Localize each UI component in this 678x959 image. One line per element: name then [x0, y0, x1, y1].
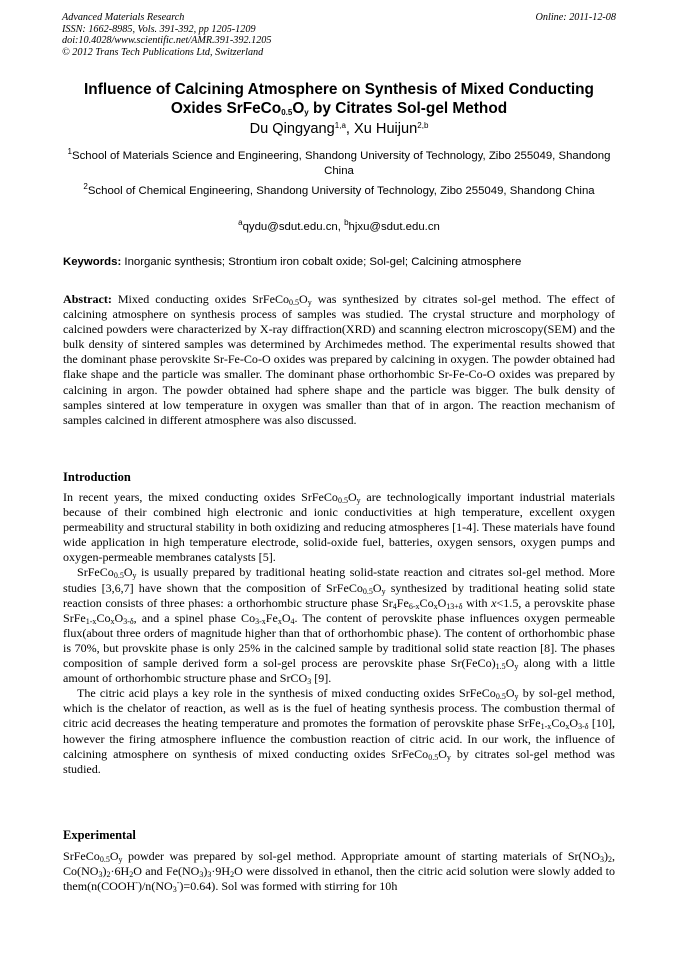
formula-sup: - [135, 878, 138, 888]
formula-sub: 3 [98, 870, 103, 880]
formula-sub: y [307, 298, 312, 307]
formula-sub: 2 [607, 855, 612, 864]
formula-sub: 6-x [408, 601, 420, 611]
formula-sub: y [356, 496, 361, 505]
formula-sub: 13+δ [446, 601, 463, 611]
text: Fe [396, 595, 409, 610]
formula-sub: 0.5 [495, 692, 506, 702]
text: O [437, 595, 447, 610]
text: by sol-gel method, which is the chelator of reaction, as well as is the fuel of heating synthesis process. The combustion thermal of citric acid decreases the heating temperature and promotes the formation of perovskite phase SrFe [63, 686, 615, 731]
experimental-body [63, 849, 615, 894]
abstract-text: was synthesized by citrates sol-gel method. The effect of calcining atmosphere on synthesis process of samples was studied. The crystal structure and morphology of calcined powders were characterized by X-ray diffraction(XRD) and scanning electron microscopy(SEM) and the bulk density of sintered samples was determined by Archimedes method. The experimental results showed that the dominant phase perovskite Sr-Fe-Co-O oxides was prepared by calcining in oxygen. The powder obtained had flake shape and the particle was smaller. The dominant phase orthorhombic Sr-Fe-Co-O oxides was prepared by calcining in argon. The powder obtained had sphere shape and the particle was bigger. The bulk density of samples sintered at low temperature in oxygen was smaller than that of in argon. The reaction mechanism of samples calcined in different atmosphere was also discussed. [63, 292, 615, 427]
author-name: Du Qingyang [249, 121, 335, 137]
formula-sub: x [277, 616, 282, 626]
email-mark: a [238, 218, 243, 227]
abstract [63, 292, 615, 428]
text: Fe [265, 610, 278, 625]
text: O [281, 610, 291, 625]
formula-sub: 3 [307, 677, 312, 687]
formula-sub: 0.5 [113, 571, 124, 581]
formula-sub: 1.5 [495, 662, 506, 672]
text: )=0.64). Sol was formed with stirring for 10h [179, 879, 398, 894]
formula-sub: 0.5 [289, 298, 300, 307]
title-text: by Citrates Sol-gel Method [308, 100, 508, 117]
affil-text: School of Materials Science and Engineering, Shandong University of Technology, Zibo 255049, Shandong China [71, 150, 611, 177]
formula-sub: 2 [106, 870, 111, 880]
text: powder was prepared by sol-gel method. Appropriate amount of starting materials of Sr(NO [122, 849, 600, 863]
text: ·9H [211, 864, 231, 879]
text: with [462, 595, 492, 610]
text: )/n(NO [137, 879, 173, 894]
formula-sub: 3-δ [578, 722, 589, 732]
formula-sub: 2 [129, 870, 134, 880]
formula-sub: 4 [290, 616, 295, 626]
email-mark: b [344, 218, 349, 227]
paper-title [40, 80, 638, 118]
title-text: Oxides SrFeCo [170, 100, 282, 117]
formula-sub: x [565, 722, 570, 732]
text: ) [102, 864, 107, 879]
title-line-2 [40, 99, 638, 118]
introduction-body [63, 490, 615, 777]
formula-text: O [123, 565, 133, 580]
doi-line: doi:10.4028/www.scientific.net/AMR.391-392.1205 [62, 35, 272, 47]
journal-header [62, 12, 271, 58]
email-a: qydu@sdut.edu.cn, [242, 221, 345, 233]
keywords-label: Keywords: [63, 256, 122, 268]
text: ·6H [110, 864, 130, 879]
intro-paragraph-3 [63, 686, 615, 777]
italic-variable: x [491, 595, 497, 610]
formula-text: O [109, 849, 119, 863]
abstract-label: Abstract: [63, 292, 112, 306]
text: . The content of perovskite phase influences oxygen permeable flux(about three orders of magnitude higher than that of orthorhombic phase). The content of orthorhombic phase is 70%, but provskite phase is only 25% in the calcined sample by traditional solid state reaction [8]. The phases composition of sample derived form a sol-gel process are perovskite phase Sr(Fe [63, 610, 616, 671]
affiliation-2 [64, 184, 614, 199]
title-text: O [292, 100, 305, 117]
text: are technologically important industrial materials because of their combined high electronic and ionic conductivities at high temperature, excellent oxygen permeability and structural stability in both oxidizing and reducing atmospheres [1-4]. These materials have found wide application in high temperature electrode, solid-oxide fuel, batteries, oxygen sensors, oxygen pumps and oxygen-permeable membranes catalysts [5]. [63, 490, 615, 565]
introduction-heading: Introduction [63, 470, 131, 484]
formula-sub: y [381, 586, 386, 596]
text: along with a little amount of orthorhombic structure phase and SrCO [63, 656, 615, 686]
author-separator: , [345, 121, 354, 137]
abstract-text: Mixed conducting oxides SrFeCo [111, 292, 290, 306]
formula-sub: x [110, 616, 115, 626]
text: [9]. [311, 671, 332, 686]
experimental-heading: Experimental [63, 828, 136, 842]
formula-sub: 1-x [540, 722, 552, 732]
text: [10], however the firing atmosphere influence the combustion reaction of citric acid. In our work, the influence of calcining atmosphere on synthesis of mixed conducting oxides SrFeCo [63, 716, 615, 761]
formula-sub: 0.5 [362, 586, 373, 596]
formula-text: O [505, 686, 515, 701]
text: O were dissolved in ethanol, then the citric acid solution were slowly added to them(n(COOH [63, 864, 616, 894]
formula-sub: 3-x [255, 616, 266, 626]
text: <1.5, a perovskite phase SrFe [63, 595, 615, 625]
text: In recent years, the mixed conducting oxides SrFeCo [63, 490, 338, 504]
formula-text: O [347, 490, 357, 504]
journal-name: Advanced Materials Research [62, 12, 185, 23]
affiliation-1 [64, 149, 614, 179]
author-affil-mark: 2,b [417, 121, 429, 130]
formula-text: O [505, 656, 515, 671]
text: O [569, 716, 579, 731]
formula-sub: 1-x [85, 616, 97, 626]
formula-sub: 3 [207, 870, 212, 880]
formula-sub: y [446, 752, 451, 762]
formula-sub: 0.5 [337, 496, 348, 505]
keywords [63, 255, 615, 269]
text: Co [96, 610, 111, 625]
formula-sub: 3 [172, 885, 177, 895]
formula-sub: y [118, 855, 123, 864]
intro-paragraph-2 [63, 565, 615, 686]
affil-number: 2 [83, 182, 88, 191]
intro-paragraph-1 [63, 490, 615, 565]
title-subscript: 0.5 [281, 108, 293, 117]
text: O and Fe(NO [133, 864, 200, 879]
text: ) [603, 849, 608, 863]
formula-sub: 3 [199, 870, 204, 880]
title-subscript: y [304, 108, 309, 117]
text: by citrates sol-gel method was studied. [63, 746, 615, 776]
email-b: hjxu@sdut.edu.cn [348, 221, 440, 233]
formula-sub: 0.5 [428, 752, 439, 762]
formula-sub: 2 [230, 870, 235, 880]
affil-number: 1 [67, 147, 72, 156]
text: SrFeCo [63, 849, 100, 863]
text: Co [551, 716, 566, 731]
formula-text: O [299, 292, 308, 306]
copyright-line: © 2012 Trans Tech Publications Ltd, Switzerland [62, 46, 264, 58]
text: ) [203, 864, 208, 879]
online-date: Online: 2011-12-08 [535, 12, 616, 23]
text: synthesized by traditional heating solid state reaction consists of three phases: a orthorhombic structure phase Sr [63, 580, 615, 610]
text: SrFeCo [77, 565, 114, 580]
author-affil-mark: 1,a [334, 121, 346, 130]
text: Co [419, 595, 434, 610]
formula-sup: - [176, 878, 180, 888]
formula-sub: 4 [392, 601, 397, 611]
formula-sub: 3-δ [123, 616, 134, 626]
text: The citric acid plays a key role in the synthesis of mixed conducting oxides SrFeCo [77, 686, 496, 701]
text: O [114, 610, 124, 625]
formula-text: O [372, 580, 382, 595]
author-emails [40, 220, 638, 234]
formula-text: O [438, 746, 447, 761]
affil-text: School of Chemical Engineering, Shandong University of Technology, Zibo 255049, Shandong China [87, 185, 595, 197]
formula-sub: y [514, 692, 519, 702]
text: is usually prepared by traditional heating solid-state reaction and citrates sol-gel method. More studies [3,6,7] have shown that the composition of SrFeCo [63, 565, 615, 595]
text: , and a spinel phase Co [133, 610, 256, 625]
formula-sub: x [433, 601, 438, 611]
text: Co) [477, 656, 496, 671]
formula-sub: y [514, 662, 519, 672]
title-line-1: Influence of Calcining Atmosphere on Synthesis of Mixed Conducting [84, 81, 594, 98]
keywords-text: Inorganic synthesis; Strontium iron cobalt oxide; Sol-gel; Calcining atmosphere [121, 256, 522, 268]
formula-sub: 3 [599, 855, 604, 864]
author-name: Xu Huijun [354, 121, 418, 137]
text: , Co(NO [63, 849, 615, 879]
formula-sub: 0.5 [99, 855, 110, 864]
issn-line: ISSN: 1662-8985, Vols. 391-392, pp 1205-1209 [62, 23, 256, 35]
formula-sub: y [132, 571, 137, 581]
author-list [40, 120, 638, 138]
